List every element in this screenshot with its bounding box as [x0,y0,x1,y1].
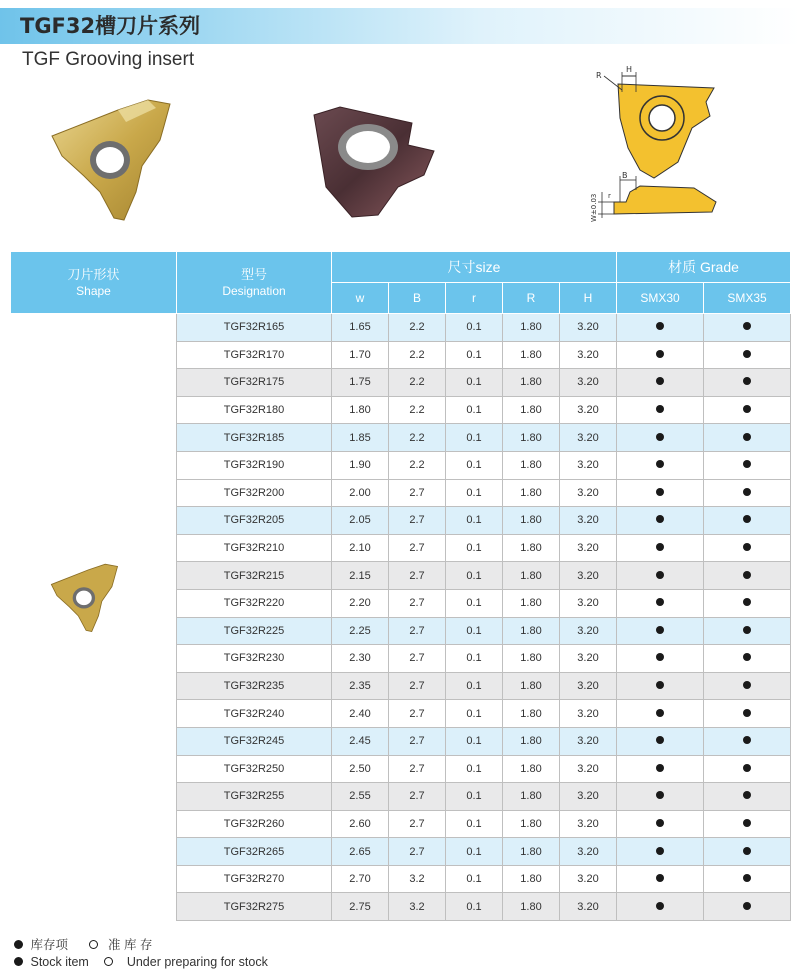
cell-designation: TGF32R210 [177,534,332,562]
col-header-designation [177,252,332,314]
legend-hollow-en: Under preparing for stock [126,954,268,969]
filled-dot-icon [656,653,664,661]
diagram-label-W: W±0.03 [590,193,598,222]
cell-H: 3.20 [560,755,617,783]
cell-R: 1.80 [503,672,560,700]
page-title: TGF32槽刀片系列 [20,14,201,38]
cell-designation: TGF32R185 [177,424,332,452]
col-header-smx30: SMX30 [617,283,704,314]
hollow-circle-icon [89,940,98,949]
cell-r: 0.1 [446,755,503,783]
col-group-size: 尺寸size [332,252,617,283]
cell-designation: TGF32R205 [177,507,332,535]
cell-r: 0.1 [446,534,503,562]
cell-w: 2.70 [332,865,389,893]
col-header-r: r [446,283,503,314]
cell-w: 2.30 [332,645,389,673]
cell-B: 2.2 [389,341,446,369]
filled-dot-icon [656,681,664,689]
cell-r: 0.1 [446,727,503,755]
cell-R: 1.80 [503,865,560,893]
col-header-designation-cn: 型号 [240,266,267,282]
diagram-label-R: R [596,71,602,80]
insert-shape-thumbnail [43,562,127,636]
cell-smx35 [704,672,791,700]
cell-w: 2.05 [332,507,389,535]
cell-w: 2.40 [332,700,389,728]
shape-image-cell [11,314,177,921]
cell-B: 2.7 [389,727,446,755]
col-group-grade: 材质 Grade [617,252,791,283]
cell-w: 2.25 [332,617,389,645]
cell-w: 2.60 [332,810,389,838]
cell-designation: TGF32R220 [177,589,332,617]
cell-R: 1.80 [503,369,560,397]
cell-r: 0.1 [446,589,503,617]
filled-dot-icon [743,626,751,634]
cell-R: 1.80 [503,396,560,424]
hollow-circle-icon [104,957,113,966]
cell-R: 1.80 [503,534,560,562]
cell-B: 3.2 [389,893,446,921]
cell-r: 0.1 [446,396,503,424]
cell-designation: TGF32R265 [177,838,332,866]
cell-R: 1.80 [503,617,560,645]
col-header-R: R [503,283,560,314]
cell-smx35 [704,507,791,535]
cell-r: 0.1 [446,810,503,838]
cell-R: 1.80 [503,810,560,838]
cell-designation: TGF32R275 [177,893,332,921]
legend-filled-en: Stock item [30,954,89,969]
cell-smx30 [617,893,704,921]
cell-B: 2.7 [389,479,446,507]
cell-B: 2.7 [389,589,446,617]
filled-dot-icon [743,847,751,855]
cell-smx30 [617,865,704,893]
cell-smx35 [704,451,791,479]
filled-dot-icon [656,377,664,385]
cell-smx35 [704,589,791,617]
filled-dot-icon [743,515,751,523]
filled-dot-icon [14,957,23,966]
filled-dot-icon [743,902,751,910]
cell-smx30 [617,727,704,755]
cell-B: 2.7 [389,755,446,783]
cell-H: 3.20 [560,507,617,535]
filled-dot-icon [656,488,664,496]
cell-smx30 [617,424,704,452]
col-header-shape-en: Shape [76,283,111,298]
cell-w: 2.10 [332,534,389,562]
cell-r: 0.1 [446,424,503,452]
filled-dot-icon [656,433,664,441]
legend-line-cn [14,935,152,953]
cell-smx35 [704,424,791,452]
cell-B: 2.7 [389,562,446,590]
diagram-label-r: r [608,192,611,200]
filled-dot-icon [656,874,664,882]
page-subtitle: TGF Grooving insert [22,49,195,70]
filled-dot-icon [743,405,751,413]
cell-smx35 [704,865,791,893]
filled-dot-icon [656,626,664,634]
filled-dot-icon [656,819,664,827]
cell-R: 1.80 [503,562,560,590]
filled-dot-icon [656,515,664,523]
cell-smx30 [617,589,704,617]
cell-smx35 [704,534,791,562]
cell-R: 1.80 [503,451,560,479]
cell-H: 3.20 [560,838,617,866]
cell-w: 2.75 [332,893,389,921]
gold-insert-image [48,96,176,228]
cell-designation: TGF32R235 [177,672,332,700]
diagram-label-H: H [626,65,633,74]
cell-w: 2.15 [332,562,389,590]
filled-dot-icon [743,819,751,827]
filled-dot-icon [743,322,751,330]
filled-dot-icon [743,874,751,882]
filled-dot-icon [656,902,664,910]
cell-R: 1.80 [503,479,560,507]
cell-smx35 [704,479,791,507]
cell-r: 0.1 [446,838,503,866]
cell-B: 2.7 [389,838,446,866]
cell-H: 3.20 [560,369,617,397]
cell-designation: TGF32R250 [177,755,332,783]
cell-smx30 [617,534,704,562]
col-header-w: w [332,283,389,314]
cell-designation: TGF32R200 [177,479,332,507]
filled-dot-icon [656,847,664,855]
cell-smx35 [704,369,791,397]
cell-r: 0.1 [446,451,503,479]
cell-B: 2.7 [389,645,446,673]
filled-dot-icon [743,571,751,579]
cell-w: 2.20 [332,589,389,617]
cell-smx30 [617,562,704,590]
cell-H: 3.20 [560,396,617,424]
cell-r: 0.1 [446,562,503,590]
legend-filled-cn: 库存项 [30,938,68,952]
cell-designation: TGF32R170 [177,341,332,369]
cell-r: 0.1 [446,865,503,893]
cell-B: 2.2 [389,451,446,479]
cell-R: 1.80 [503,507,560,535]
filled-dot-icon [743,488,751,496]
cell-smx30 [617,507,704,535]
cell-H: 3.20 [560,810,617,838]
cell-smx30 [617,314,704,342]
cell-designation: TGF32R225 [177,617,332,645]
filled-dot-icon [656,709,664,717]
cell-smx35 [704,838,791,866]
cell-H: 3.20 [560,562,617,590]
cell-w: 2.35 [332,672,389,700]
cell-r: 0.1 [446,369,503,397]
cell-w: 1.65 [332,314,389,342]
legend-hollow-cn: 准 库 存 [107,938,153,952]
filled-dot-icon [743,598,751,606]
cell-B: 2.2 [389,369,446,397]
cell-smx30 [617,451,704,479]
cell-smx35 [704,396,791,424]
cell-H: 3.20 [560,589,617,617]
filled-dot-icon [656,405,664,413]
cell-smx30 [617,617,704,645]
filled-dot-icon [743,736,751,744]
cell-smx35 [704,727,791,755]
cell-smx30 [617,479,704,507]
cell-H: 3.20 [560,479,617,507]
cell-designation: TGF32R270 [177,865,332,893]
filled-dot-icon [743,433,751,441]
cell-smx30 [617,672,704,700]
cell-H: 3.20 [560,534,617,562]
filled-dot-icon [656,350,664,358]
cell-B: 3.2 [389,865,446,893]
cell-designation: TGF32R175 [177,369,332,397]
cell-w: 2.55 [332,783,389,811]
cell-B: 2.7 [389,534,446,562]
cell-smx35 [704,341,791,369]
cell-r: 0.1 [446,479,503,507]
filled-dot-icon [656,791,664,799]
cell-w: 1.75 [332,369,389,397]
cell-smx30 [617,838,704,866]
filled-dot-icon [743,543,751,551]
insert-spec-table [10,251,791,921]
cell-smx35 [704,893,791,921]
filled-dot-icon [656,460,664,468]
cell-H: 3.20 [560,783,617,811]
cell-w: 1.70 [332,341,389,369]
cell-w: 1.80 [332,396,389,424]
cell-smx30 [617,783,704,811]
cell-designation: TGF32R240 [177,700,332,728]
legend-line-en [14,954,268,969]
cell-B: 2.7 [389,783,446,811]
cell-B: 2.2 [389,396,446,424]
cell-w: 2.45 [332,727,389,755]
col-header-shape-cn: 刀片形状 [67,266,120,282]
cell-B: 2.7 [389,507,446,535]
cell-designation: TGF32R180 [177,396,332,424]
cell-H: 3.20 [560,727,617,755]
cell-smx35 [704,810,791,838]
filled-dot-icon [14,940,23,949]
cell-r: 0.1 [446,672,503,700]
cell-B: 2.7 [389,810,446,838]
cell-H: 3.20 [560,451,617,479]
filled-dot-icon [656,598,664,606]
cell-R: 1.80 [503,341,560,369]
filled-dot-icon [743,709,751,717]
cell-R: 1.80 [503,783,560,811]
filled-dot-icon [743,460,751,468]
cell-designation: TGF32R165 [177,314,332,342]
cell-H: 3.20 [560,672,617,700]
filled-dot-icon [656,543,664,551]
col-header-H: H [560,283,617,314]
cell-designation: TGF32R245 [177,727,332,755]
cell-R: 1.80 [503,838,560,866]
cell-w: 1.90 [332,451,389,479]
cell-designation: TGF32R260 [177,810,332,838]
dark-insert-image [312,105,438,219]
filled-dot-icon [743,350,751,358]
cell-r: 0.1 [446,341,503,369]
cell-B: 2.2 [389,424,446,452]
cell-B: 2.2 [389,314,446,342]
col-header-designation-en: Designation [222,283,286,298]
cell-r: 0.1 [446,645,503,673]
cell-H: 3.20 [560,645,617,673]
cell-H: 3.20 [560,314,617,342]
filled-dot-icon [656,736,664,744]
cell-H: 3.20 [560,893,617,921]
cell-B: 2.7 [389,617,446,645]
cell-smx35 [704,755,791,783]
cell-designation: TGF32R215 [177,562,332,590]
cell-designation: TGF32R255 [177,783,332,811]
cell-w: 2.00 [332,479,389,507]
cell-R: 1.80 [503,314,560,342]
cell-smx30 [617,645,704,673]
filled-dot-icon [743,377,751,385]
cell-smx35 [704,617,791,645]
cell-H: 3.20 [560,341,617,369]
cell-w: 2.50 [332,755,389,783]
cell-r: 0.1 [446,783,503,811]
cell-smx35 [704,783,791,811]
cell-r: 0.1 [446,314,503,342]
filled-dot-icon [656,764,664,772]
filled-dot-icon [743,653,751,661]
cell-r: 0.1 [446,700,503,728]
cell-R: 1.80 [503,645,560,673]
cell-smx30 [617,755,704,783]
filled-dot-icon [656,571,664,579]
diagram-label-B: B [622,171,628,180]
cell-w: 1.85 [332,424,389,452]
cell-R: 1.80 [503,424,560,452]
cell-R: 1.80 [503,700,560,728]
cell-smx35 [704,562,791,590]
col-header-smx35: SMX35 [704,283,791,314]
cell-smx30 [617,700,704,728]
cell-B: 2.7 [389,700,446,728]
cell-designation: TGF32R190 [177,451,332,479]
cell-H: 3.20 [560,424,617,452]
cell-R: 1.80 [503,893,560,921]
cell-H: 3.20 [560,617,617,645]
cell-R: 1.80 [503,755,560,783]
filled-dot-icon [743,681,751,689]
cell-r: 0.1 [446,507,503,535]
cell-smx30 [617,396,704,424]
cell-H: 3.20 [560,700,617,728]
cell-smx35 [704,700,791,728]
cell-smx35 [704,645,791,673]
cell-r: 0.1 [446,893,503,921]
cell-smx30 [617,369,704,397]
cell-smx30 [617,341,704,369]
cell-r: 0.1 [446,617,503,645]
col-header-shape [11,252,177,314]
cell-smx35 [704,314,791,342]
table-row [11,314,791,342]
cell-R: 1.80 [503,589,560,617]
filled-dot-icon [743,764,751,772]
filled-dot-icon [656,322,664,330]
filled-dot-icon [743,791,751,799]
cell-smx30 [617,810,704,838]
cell-w: 2.65 [332,838,389,866]
cell-H: 3.20 [560,865,617,893]
cell-B: 2.7 [389,672,446,700]
cell-R: 1.80 [503,727,560,755]
col-header-B: B [389,283,446,314]
cell-designation: TGF32R230 [177,645,332,673]
insert-dimension-diagram [582,62,722,230]
